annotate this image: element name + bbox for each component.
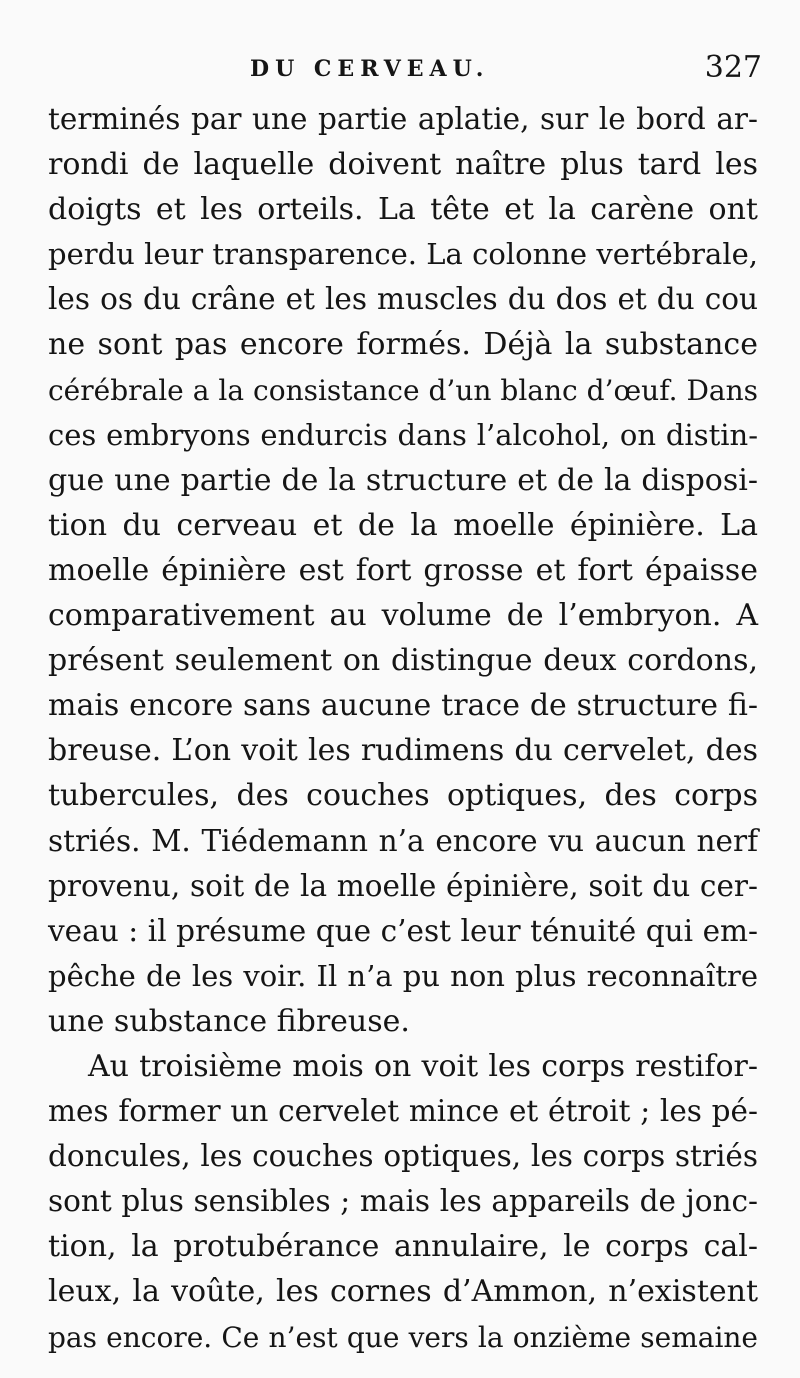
text-line: tubercules, des couches optiques, des corps [48,778,758,814]
paragraph-1 [48,97,758,1044]
text-line: terminés par une partie aplatie, sur le bord ar- [48,102,758,136]
text-line: mais encore sans aucune trace de structure fi- [48,688,758,724]
text-line: les os du crâne et les muscles du dos et du cou [48,282,758,317]
text-line: rondi de laquelle doivent naître plus tard les [48,147,758,183]
paragraph-2 [48,1044,758,1360]
text-line: présent seulement on distingue deux cordons, [48,643,758,679]
text-line: cérébrale a la consistance d’un blanc d’œuf. Dans [48,373,758,407]
text-line: mes former un cervelet mince et étroit ; les pé- [48,1094,758,1129]
text-line: pêche de les voir. Il n’a pu non plus reconnaître [48,958,758,993]
text-line: gue une partie de la structure et de la disposi- [48,462,758,498]
text-line: perdu leur transparence. La colonne vertébrale, [48,237,758,272]
text-line: provenu, soit de la moelle épinière, soit du cer- [48,868,758,903]
text-line: striés. M. Tiédemann n’a encore vu aucun nerf [48,823,758,858]
text-line: une substance fibreuse. [48,1003,410,1039]
text-line: leux, la voûte, les cornes d’Ammon, n’existent [48,1274,758,1310]
page-header [0,50,800,90]
page-number: 327 [704,50,762,85]
text-line: Au troisième mois on voit les corps restifor- [88,1048,758,1084]
text-line: sont plus sensibles ; mais les appareils de jonc- [48,1184,758,1219]
text-line: comparativement au volume de l’embryon. A [48,598,758,634]
text-line: doigts et les orteils. La tête et la carène ont [48,192,758,228]
text-line: tion du cerveau et de la moelle épinière. La [48,507,758,543]
running-head: DU CERVEAU. [250,56,490,82]
body-text [48,97,758,1360]
text-line: moelle épinière est fort grosse et fort épaisse [48,552,758,588]
text-line: pas encore. Ce n’est que vers la onzième semaine [48,1320,758,1354]
text-line: ces embryons endurcis dans l’alcohol, on distin- [48,417,758,452]
text-line: breuse. L’on voit les rudimens du cervelet, des [48,733,758,769]
text-line: doncules, les couches optiques, les corps striés [48,1139,758,1174]
text-line: tion, la protubérance annulaire, le corps cal- [48,1229,758,1265]
text-line: veau : il présume que c’est leur ténuité qui em- [48,913,758,948]
text-line: ne sont pas encore formés. Déjà la substance [48,327,758,363]
